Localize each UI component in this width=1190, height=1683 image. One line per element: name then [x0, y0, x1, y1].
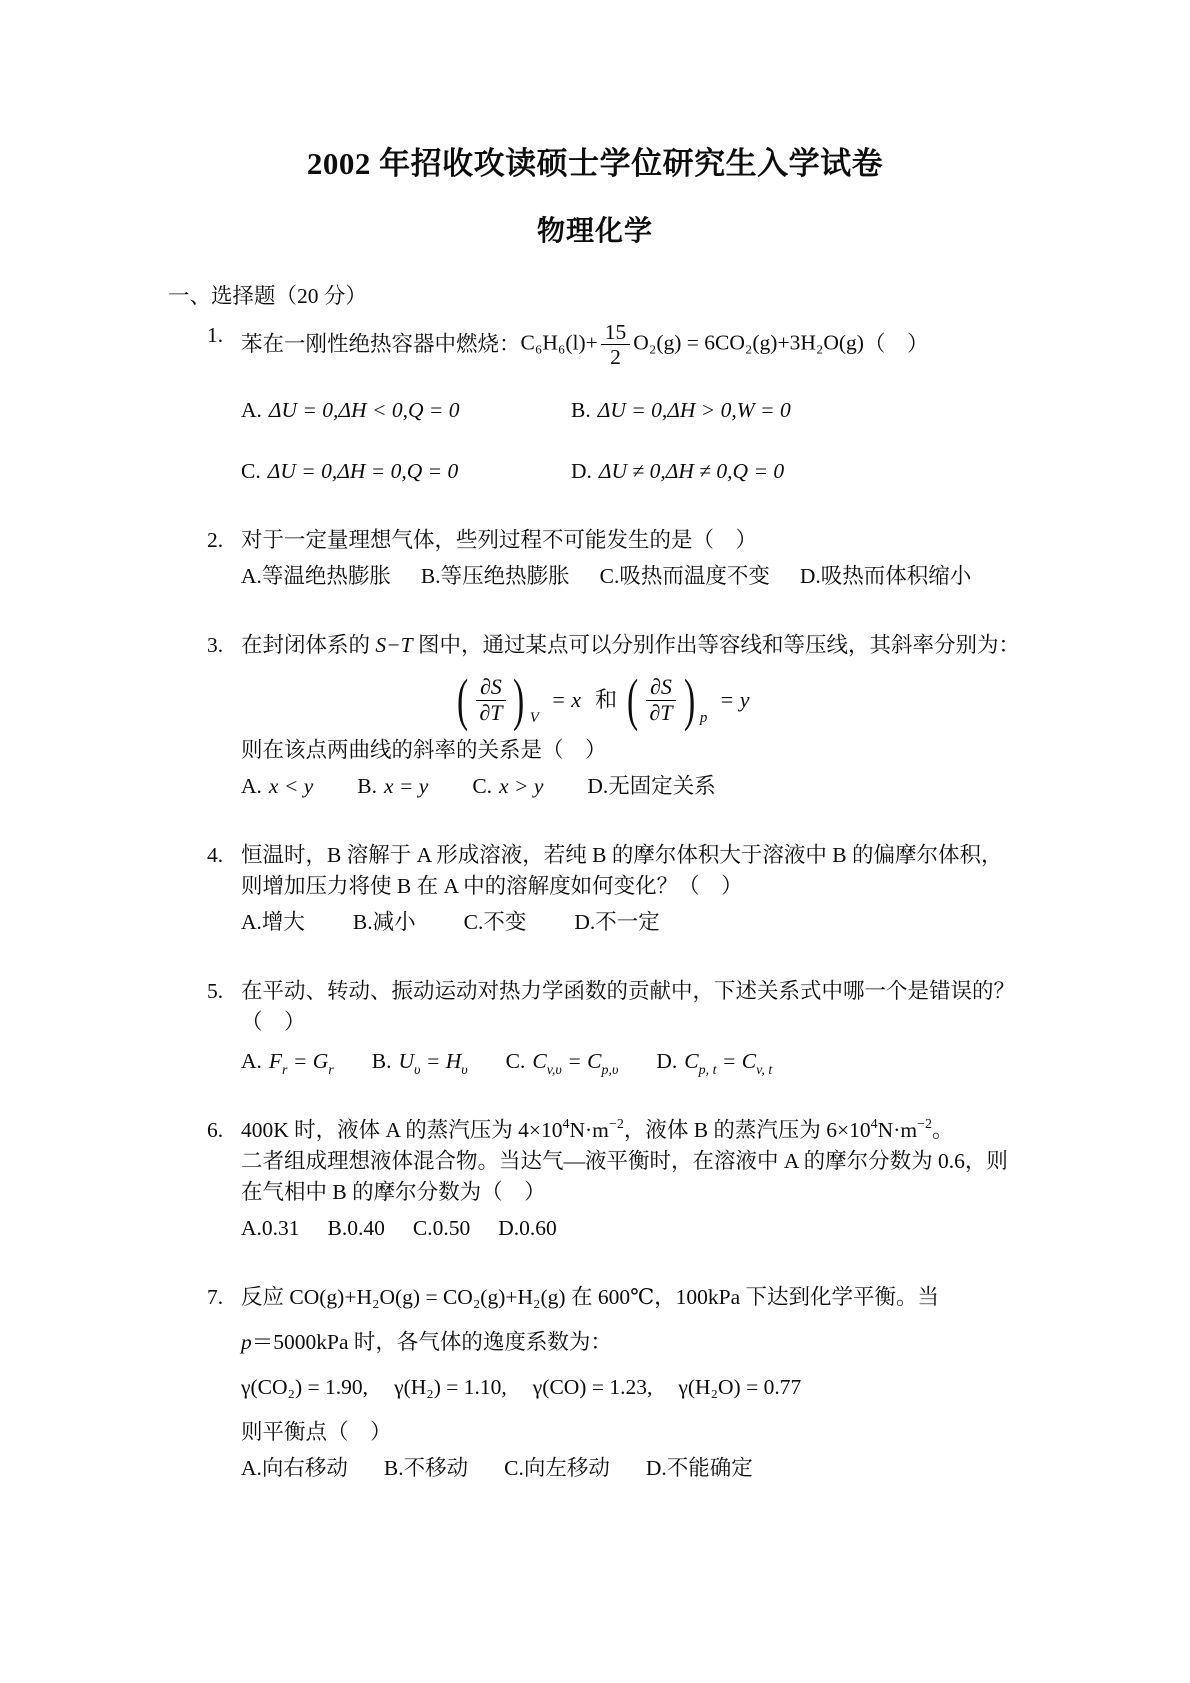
option-d: D.不能确定: [645, 1456, 753, 1481]
option-formula: [268, 1049, 334, 1079]
question-stem-line2: （ ）: [241, 1010, 306, 1035]
options: [241, 1046, 1117, 1077]
option-c: [506, 1046, 619, 1077]
option-d: [571, 456, 1117, 487]
fraction: [475, 675, 506, 725]
formula-text: O₂(g) = 6CO₂(g)+3H₂O(g): [633, 330, 864, 355]
subscript: υ: [414, 1063, 421, 1079]
option-formula: [684, 1049, 773, 1079]
question-4: [207, 840, 1117, 938]
fraction-numerator: 15: [601, 320, 631, 345]
subscript: r: [328, 1063, 334, 1079]
option-label: B.: [357, 774, 377, 799]
stem-text: 图中，通过某点可以分别作出等容线和等压线，其斜率分别为：: [412, 633, 1020, 658]
option-d: D.0.60: [498, 1216, 557, 1241]
question-stem-line1: [241, 1115, 1117, 1146]
formula-text: C: [684, 1049, 699, 1074]
option-label: D.: [656, 1049, 678, 1074]
formula-text: = H: [420, 1049, 462, 1074]
fraction: [645, 675, 676, 725]
question-number: 6.: [207, 1118, 224, 1143]
equals-y: = y: [719, 687, 750, 713]
subscript: p,υ: [601, 1063, 619, 1079]
option-d: D.吸热而体积缩小: [799, 564, 972, 589]
question-number: 3.: [207, 633, 224, 658]
subscript: v,υ: [546, 1063, 562, 1079]
gamma-co: γ(CO) = 1.23,: [532, 1375, 653, 1400]
option-label: A.: [241, 774, 262, 799]
subscript-V: V: [529, 709, 539, 726]
option-b: [357, 771, 428, 802]
gamma-co2: γ(CO₂) = 1.90,: [241, 1375, 369, 1400]
option-formula: [398, 1049, 468, 1079]
question-number: 1.: [207, 323, 224, 347]
option-b: B.减小: [352, 910, 416, 935]
variable-pair: S−T: [375, 633, 413, 658]
option-b: B.0.40: [327, 1216, 385, 1241]
options: [241, 1213, 1117, 1244]
pressure-symbol: p: [241, 1330, 252, 1355]
partial-derivative-formula: ( $\frac{\partial S}{\partial T}$ ) V = x 和 ( $\frac{\partial S}{\partial T}$ ) p = y: [457, 667, 750, 733]
question-number: 5.: [207, 979, 224, 1004]
option-d: D.不一定: [574, 910, 660, 935]
option-c: [241, 456, 571, 487]
options: [241, 907, 1117, 938]
formula-text: = G: [287, 1049, 329, 1074]
stem-text: N·m: [569, 1118, 609, 1143]
stem-text: 苯在一刚性绝热容器中燃烧：: [241, 332, 521, 357]
option-a: [241, 771, 313, 802]
fraction: [601, 320, 631, 369]
option-formula: x < y: [268, 774, 314, 799]
option-label: C.: [241, 459, 261, 484]
options: [241, 395, 1117, 487]
option-label: A.: [241, 1049, 262, 1074]
gamma-h2: γ(H₂) = 1.10,: [394, 1375, 507, 1400]
section-heading: 一、选择题（20 分）: [168, 284, 367, 308]
question-number: 4.: [207, 843, 224, 868]
stem-text: N·m: [877, 1118, 918, 1143]
options: [241, 771, 1117, 802]
question-follow: 则平衡点（ ）: [241, 1420, 392, 1445]
question-number: 7.: [207, 1285, 224, 1310]
page-title: 2002 年招收攻读硕士学位研究生入学试卷: [306, 146, 884, 181]
page-subtitle: 物理化学: [536, 216, 653, 247]
superscript: 4: [870, 1117, 878, 1133]
option-a: A.增大: [241, 910, 305, 935]
answer-blank: （ ）: [863, 332, 929, 357]
subscript-p: p: [699, 709, 708, 726]
question-stem-line2: 则增加压力将使 B 在 A 中的溶解度如何变化？（ ）: [241, 874, 743, 899]
stem-text: 400K 时，液体 A 的蒸汽压为 4×10: [241, 1118, 563, 1143]
question-stem: [241, 320, 1117, 369]
question-stem-line3: 在气相中 B 的摩尔分数为（ ）: [241, 1180, 546, 1205]
formula-text: U: [398, 1049, 414, 1074]
question-body: [241, 1115, 1117, 1244]
question-stem-line1: 在平动、转动、振动运动对热力学函数的贡献中，下述关系式中哪一个是错误的？: [241, 979, 1016, 1004]
option-b: B.等压绝热膨胀: [420, 564, 570, 589]
option-formula: [532, 1049, 619, 1079]
option-a: A.等温绝热膨胀: [241, 564, 391, 589]
question-stem-line1: [241, 1282, 1117, 1313]
stem-text: ＝5000kPa 时，各气体的逸度系数为：: [251, 1330, 612, 1355]
option-b: [571, 395, 1117, 426]
option-text: 无固定关系: [608, 774, 716, 799]
option-d: [656, 1046, 772, 1077]
options: [241, 1453, 1117, 1484]
superscript: −2: [917, 1117, 932, 1133]
formula-text: = C: [716, 1049, 757, 1074]
option-a: A.0.31: [241, 1216, 300, 1241]
fraction-numerator: ∂S: [646, 675, 676, 701]
and-word: 和: [595, 687, 618, 713]
question-stem-line2: 二者组成理想液体混合物。当达气—液平衡时，在溶液中 A 的摩尔分数为 0.6，则: [241, 1149, 1008, 1174]
stem-text: 在封闭体系的: [241, 633, 376, 658]
question-stem: [241, 630, 1117, 661]
question-body: [241, 840, 1117, 938]
superscript: −2: [608, 1117, 624, 1133]
fraction-numerator: ∂S: [476, 675, 506, 701]
stem-text: 反应: [241, 1285, 290, 1310]
option-label: C.: [505, 1049, 526, 1074]
question-list: [207, 320, 1117, 1484]
question-5: [207, 976, 1117, 1077]
chemical-equation: CO(g)+H₂O(g) = CO₂(g)+H₂(g): [289, 1285, 566, 1310]
option-c: C.0.50: [412, 1216, 471, 1241]
question-body: [241, 976, 1117, 1077]
question-3: [207, 630, 1117, 802]
question-stem-line1: 恒温时，B 溶解于 A 形成溶液，若纯 B 的摩尔体积大于溶液中 B 的偏摩尔体积，: [241, 843, 1003, 868]
option-label: A.: [241, 398, 262, 423]
option-label: B.: [371, 1049, 392, 1074]
fraction-denominator: 2: [610, 345, 621, 370]
question-stem-line2: [241, 1327, 1117, 1358]
question-body: [241, 320, 1117, 487]
superscript: 4: [562, 1117, 570, 1133]
formula-text: F: [268, 1049, 283, 1074]
chemical-equation: [521, 320, 864, 369]
option-label: B.: [571, 398, 591, 423]
option-c: C.不变: [463, 910, 527, 935]
formula-text: = C: [561, 1049, 602, 1074]
gamma-h2o: γ(H₂O) = 0.77: [678, 1375, 802, 1400]
question-1: [207, 320, 1117, 487]
options: [241, 561, 1117, 592]
option-b: B.不移动: [383, 1456, 469, 1481]
question-body: [241, 630, 1117, 802]
option-formula: ΔU ≠ 0,ΔH ≠ 0,Q = 0: [598, 459, 785, 484]
option-formula: ΔU = 0,ΔH > 0,W = 0: [597, 398, 791, 423]
option-a: [241, 395, 571, 426]
stem-text: 。: [932, 1118, 954, 1143]
question-stem: 对于一定量理想气体，些列过程不可能发生的是（ ）: [241, 528, 758, 553]
option-formula: ΔU = 0,ΔH = 0,Q = 0: [267, 459, 459, 484]
option-a: [241, 1046, 334, 1077]
equals-x: = x: [550, 687, 582, 713]
option-a: A.向右移动: [241, 1456, 348, 1481]
fraction-denominator: ∂T: [649, 699, 673, 725]
question-2: [207, 525, 1117, 592]
option-d: [587, 771, 715, 802]
subscript: p, t: [698, 1063, 717, 1079]
stem-text: ，液体 B 的蒸汽压为 6×10: [623, 1118, 871, 1143]
option-label: C.: [472, 774, 493, 799]
question-body: [241, 525, 1117, 592]
question-7: [207, 1282, 1117, 1484]
option-label: D.: [587, 774, 609, 799]
stem-text: 在 600℃，100kPa 下达到化学平衡。当: [565, 1285, 940, 1310]
option-b: [372, 1046, 468, 1077]
question-follow: 则在该点两曲线的斜率的关系是（ ）: [241, 738, 607, 763]
subscript: υ: [461, 1063, 468, 1079]
subscript: v, t: [756, 1063, 773, 1079]
fraction-denominator: ∂T: [479, 699, 503, 725]
question-6: [207, 1115, 1117, 1244]
option-formula: x = y: [383, 774, 429, 799]
question-number: 2.: [207, 528, 224, 553]
question-body: [241, 1282, 1117, 1484]
option-label: D.: [571, 459, 592, 484]
fugacity-coefficients: [241, 1372, 1117, 1403]
subscript: r: [282, 1063, 288, 1079]
option-c: C.向左移动: [504, 1456, 610, 1481]
option-formula: ΔU = 0,ΔH < 0,Q = 0: [268, 398, 460, 423]
option-c: C.吸热而温度不变: [599, 564, 770, 589]
formula-text: C₆H₆(l)+: [520, 330, 598, 355]
formula-text: C: [532, 1049, 547, 1074]
option-c: [472, 771, 543, 802]
option-formula: x > y: [499, 774, 544, 799]
